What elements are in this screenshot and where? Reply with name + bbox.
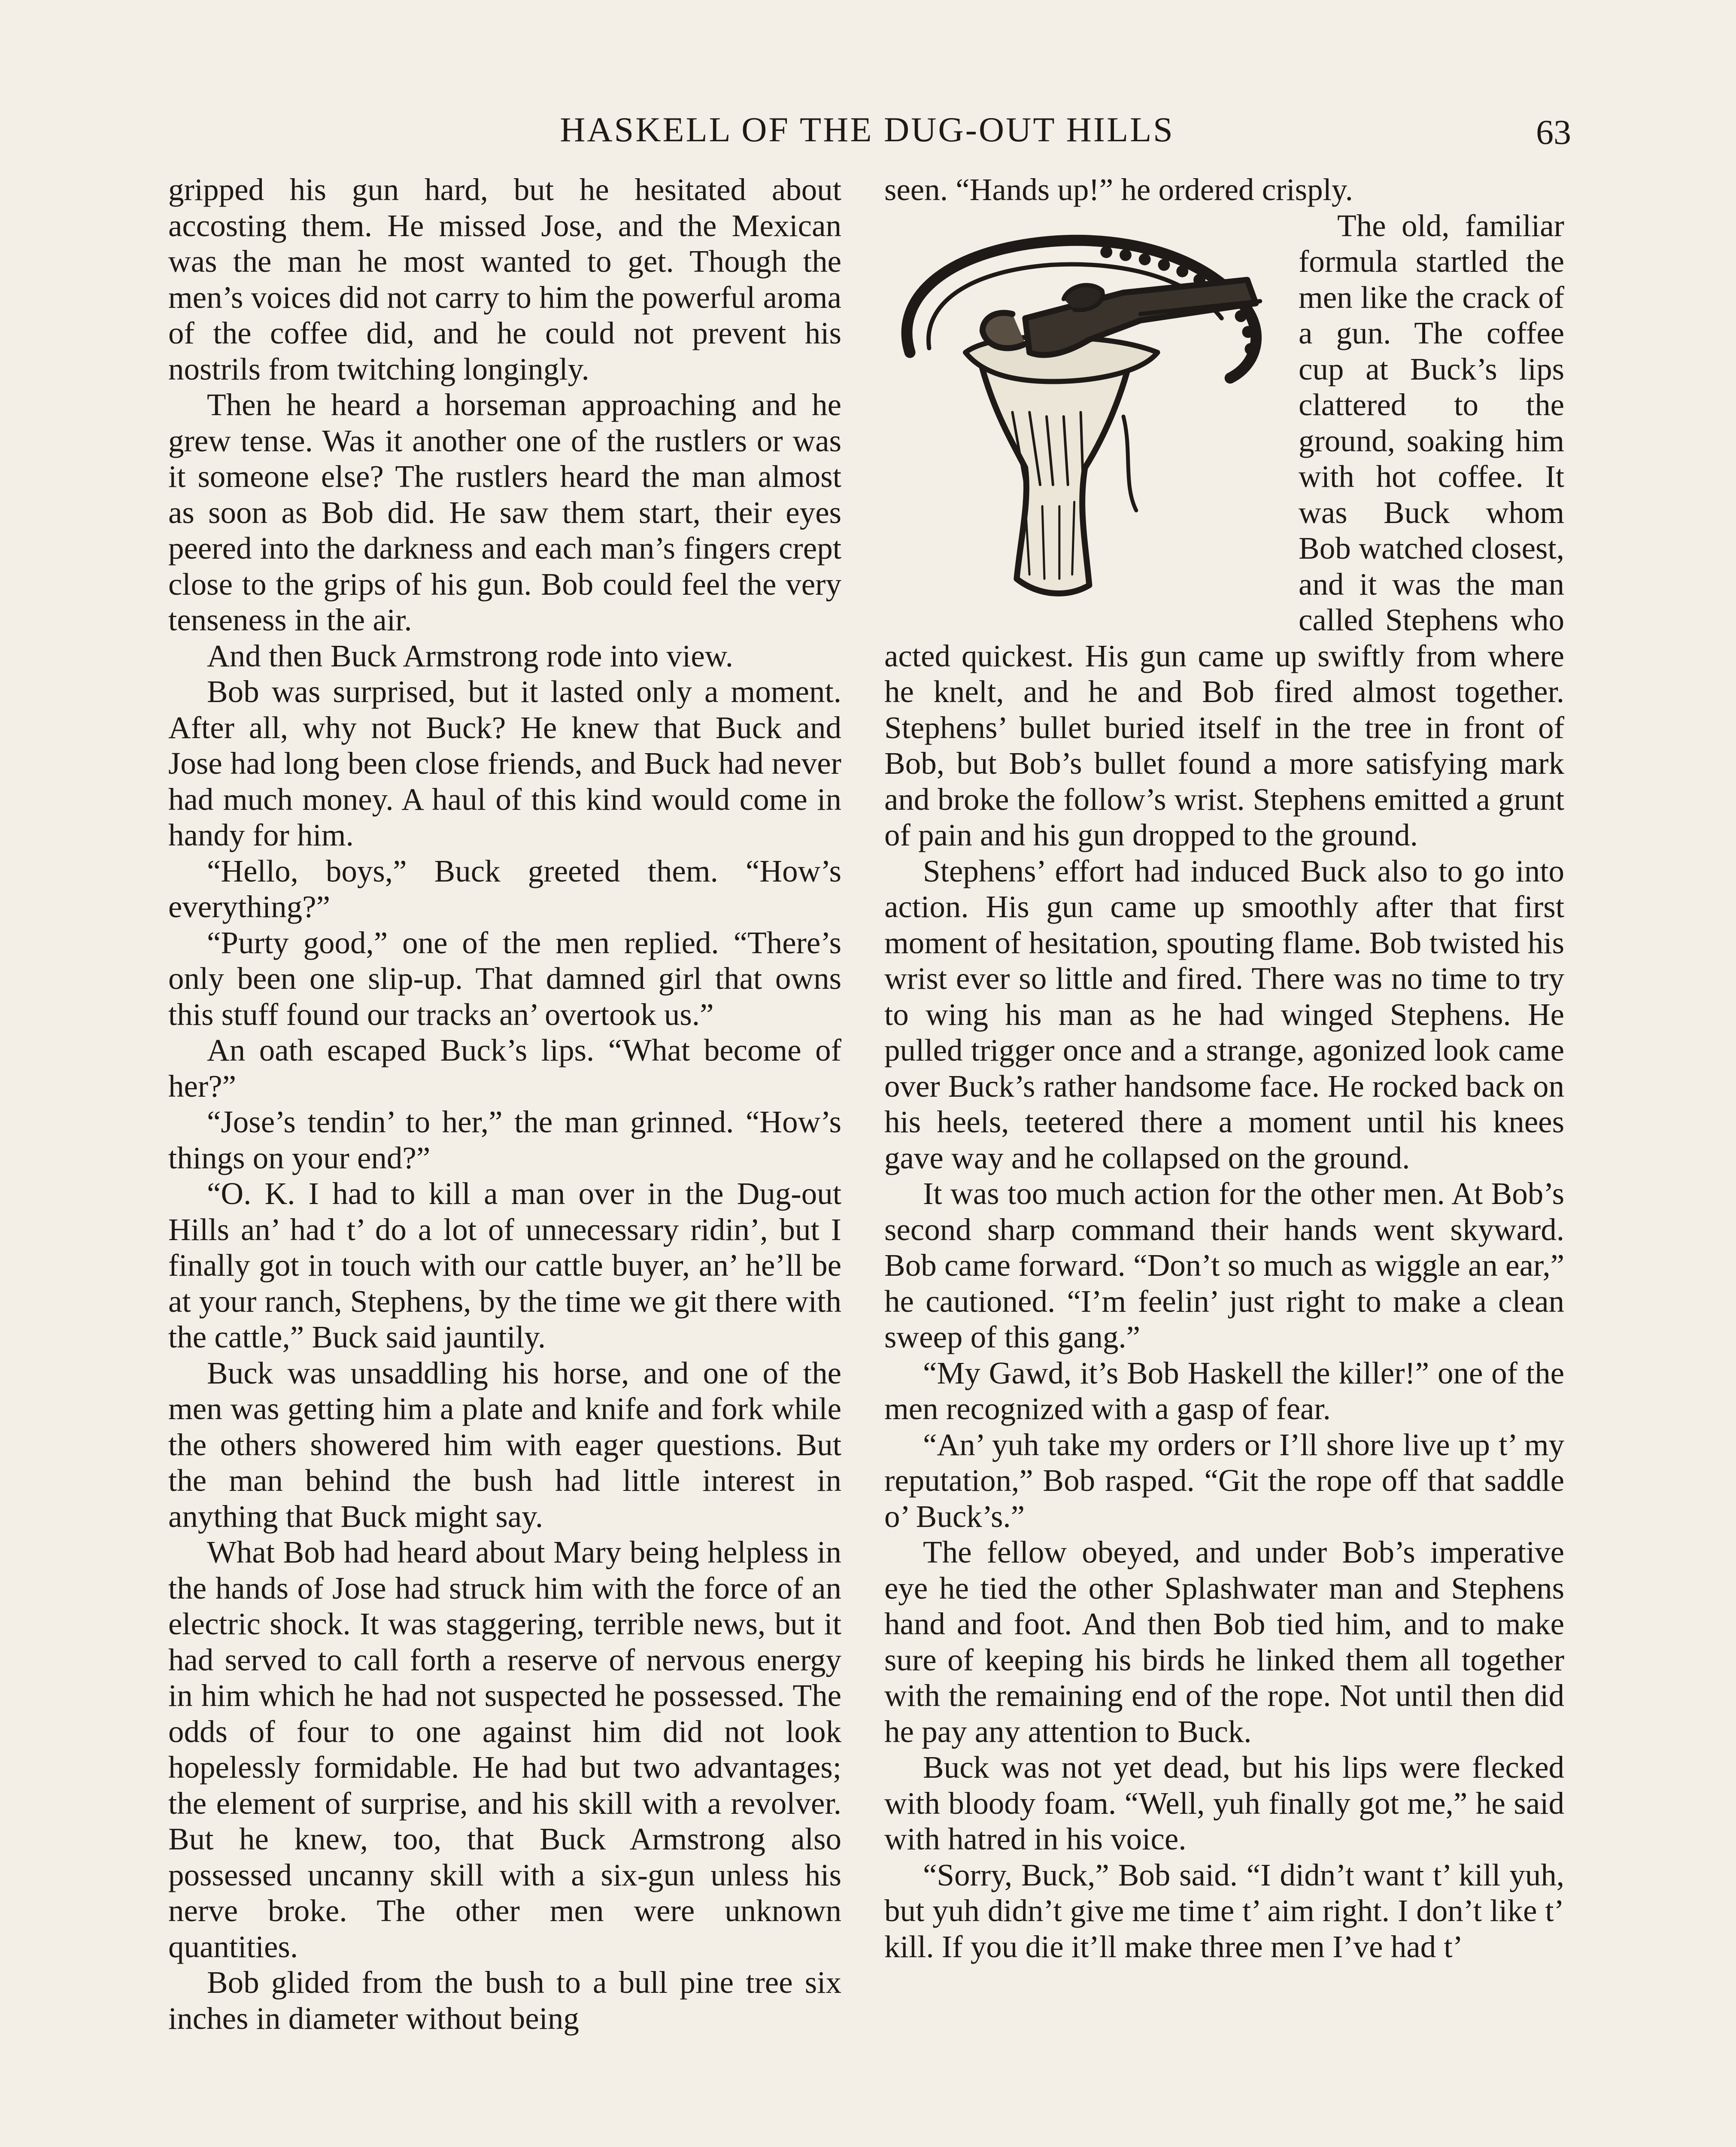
paragraph: What Bob had heard about Mary being helpless in the hands of Jose had struck him with the force of an electric shock. It was staggering, terrible news, but it had served to call forth a reserve of nervous energy in him which he had not suspected he possessed. The odds of four to one against him did not look hopelessly formidable. He had but two advantages; the element of surprise, and his skill with a revolver. But he knew, too, that Buck Armstrong also possessed uncanny skill with a six-gun unless his nerve broke. The other men were unknown quantities. [168, 1535, 841, 1964]
paragraph: “O. K. I had to kill a man over in the Dug-out Hills an’ had t’ do a lot of unnecessary ridin’, but I finally got in touch with our cattle buyer, an’ he’ll be at your ranch, Stephens, by the time we git there with the cattle,” Buck said jauntily. [168, 1176, 841, 1354]
paragraph: The fellow obeyed, and under Bob’s imperative eye he tied the other Splashwater man and Stephens hand and foot. And then Bob tied him, and to make sure of keeping his birds he linked them all together with the remaining end of the rope. Not until then did he pay any attention to Buck. [884, 1535, 1564, 1749]
paragraph: “My Gawd, it’s Bob Haskell the killer!” one of the men recognized with a gasp of fear. [884, 1355, 1564, 1426]
story-title: HASKELL OF THE DUG-OUT HILLS [560, 110, 1175, 149]
paragraph: It was too much action for the other men. At Bob’s second sharp command their hands went skyward. Bob came forward. “Don’t so much as wiggle an ear,” he cautioned. “I’m feelin’ just right to make a clean sweep of this gang.” [884, 1176, 1564, 1354]
page-number: 63 [1536, 113, 1571, 152]
paragraph: “Sorry, Buck,” Bob said. “I didn’t want t’ kill yuh, but yuh didn’t give me time t’ aim right. I don’t like t’ kill. If you die it’ll make three men I’ve had t’ [884, 1857, 1564, 1964]
paragraph: “Purty good,” one of the men replied. “There’s only been one slip-up. That damned girl that owns this stuff found our tracks an’ overtook us.” [168, 925, 841, 1032]
paragraph: The old, familiar formula startled the men like the crack of a gun. The coffee cup at Buck’s lips clattered to the ground, soaking him with hot coffee. It was Buck whom Bob watched closest, and it was the man called Stephens who acted quickest. His gun came up swiftly from where he knelt, and he and Bob fired almost together. Stephens’ bullet buried itself in the tree in front of Bob, but Bob’s bullet found a more satisfying mark and broke the follow’s wrist. Stephens emitted a grunt of pain and his gun dropped to the ground. [884, 208, 1564, 852]
paragraph: “An’ yuh take my orders or I’ll shore live up t’ my reputation,” Bob rasped. “Git the rope off that saddle o’ Buck’s.” [884, 1427, 1564, 1534]
paragraph: And then Buck Armstrong rode into view. [207, 638, 733, 673]
paragraph: Bob glided from the bush to a bull pine tree six inches in diameter without being [168, 1965, 841, 2036]
paragraph: Then he heard a horseman approaching and he grew tense. Was it another one of the rustlers or was it someone else? The rustlers heard the man almost as soon as Bob did. He saw them start, their eyes peered into the darkness and each man’s fingers crept close to the grips of his gun. Bob could feel the very tenseness in the air. [168, 387, 841, 637]
paragraph: Stephens’ effort had induced Buck also to go into action. His gun came up smoothly after that first moment of hesitation, spouting flame. Bob twisted his wrist ever so little and fired. There was no time to try to wing his man as he had winged Stephens. He pulled trigger once and a strange, agonized look came over Buck’s rather handsome face. He rocked back on his heels, teetered there a moment until his knees gave way and he collapsed on the ground. [884, 853, 1564, 1175]
paragraph: “Hello, boys,” Buck greeted them. “How’s everything?” [168, 853, 841, 924]
paragraph: Buck was unsaddling his horse, and one of the men was getting him a plate and knife and fork while the others showered him with eager questions. But the man behind the bush had little interest in anything that Buck might say. [168, 1355, 841, 1534]
right-column [884, 172, 1564, 1965]
paragraph: seen. “Hands up!” he ordered crisply. [884, 172, 1353, 207]
paragraph: An oath escaped Buck’s lips. “What become of her?” [168, 1033, 841, 1104]
holstered-revolver-icon [884, 210, 1281, 614]
paragraph: Buck was not yet dead, but his lips were flecked with bloody foam. “Well, yuh finally got me,” he said with hatred in his voice. [884, 1750, 1564, 1856]
paragraph: Bob was surprised, but it lasted only a moment. After all, why not Buck? He knew that Buck and Jose had long been close friends, and Buck had never had much money. A haul of this kind would come in handy for him. [168, 674, 841, 852]
paragraph: “Jose’s tendin’ to her,” the man grinned. “How’s things on your end?” [168, 1104, 841, 1175]
paragraph: gripped his gun hard, but he hesitated about accosting them. He missed Jose, and the Mexican was the man he most wanted to get. Though the men’s voices did not carry to him the powerful aroma of the coffee did, and he could not prevent his nostrils from twitching longingly. [168, 172, 841, 386]
running-head [172, 109, 1571, 157]
left-column [168, 172, 841, 2036]
